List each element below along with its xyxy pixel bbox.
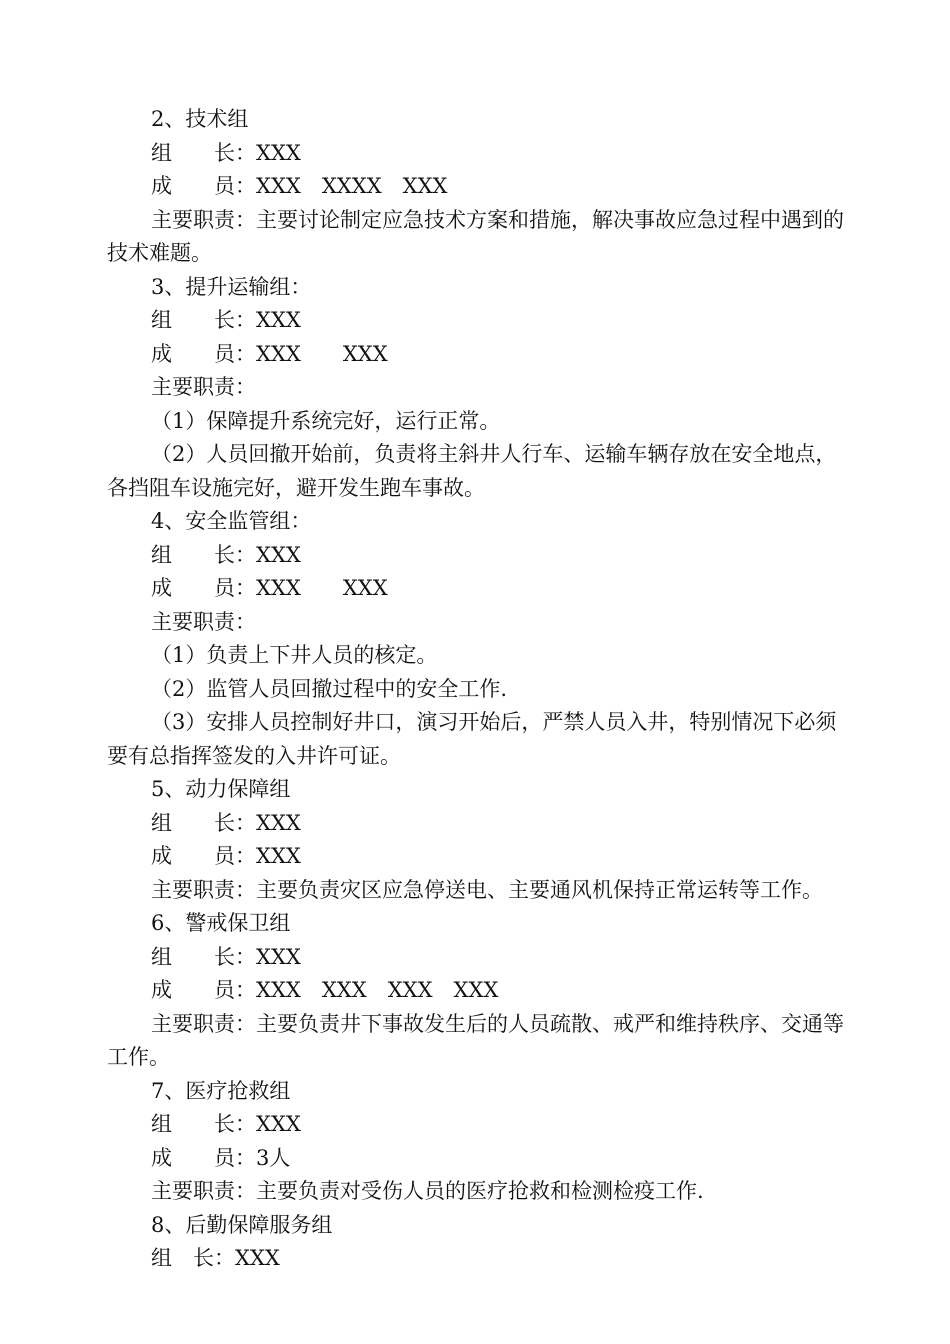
text-line: 组 长：XXX <box>151 811 301 835</box>
text-line: 3、提升运输组： <box>151 275 312 299</box>
text-line: （2）人员回撤开始前，负责将主斜井人行车、运输车辆存放在安全地点， <box>151 442 837 466</box>
text-line: 8、后勤保障服务组 <box>151 1213 333 1237</box>
text-line: 成 员：XXX XXX <box>151 342 388 366</box>
text-line: 组 长：XXX <box>151 945 301 969</box>
text-line: 主要职责：主要负责对受伤人员的医疗抢救和检测检疫工作. <box>151 1179 704 1203</box>
text-line: 5、动力保障组 <box>151 777 291 801</box>
text-line: 主要职责： <box>151 610 256 634</box>
text-line: 主要职责：主要负责井下事故发生后的人员疏散、戒严和维持秩序、交通等 <box>151 1012 844 1036</box>
text-line: 2、技术组 <box>151 107 249 131</box>
text-line: 主要职责： <box>151 375 256 399</box>
text-line: 主要职责：主要讨论制定应急技术方案和措施，解决事故应急过程中遇到的 <box>151 208 844 232</box>
text-line: 成 员：3人 <box>151 1146 291 1170</box>
text-line: 成 员：XXX <box>151 844 301 868</box>
text-line: 成 员：XXX XXX XXX XXX <box>151 978 499 1002</box>
text-line: 组 长：XXX <box>151 1246 280 1270</box>
text-line: 7、医疗抢救组 <box>151 1079 291 1103</box>
text-line: 工作。 <box>107 1045 170 1069</box>
text-line: 成 员：XXX XXX <box>151 576 388 600</box>
text-line: 组 长：XXX <box>151 308 301 332</box>
text-line: 各挡阻车设施完好，避开发生跑车事故。 <box>107 476 485 500</box>
text-line: 要有总指挥签发的入井许可证。 <box>107 744 401 768</box>
text-line: （1）保障提升系统完好，运行正常。 <box>151 409 501 433</box>
text-line: （3）安排人员控制好井口，演习开始后，严禁人员入井，特别情况下必须 <box>151 710 837 734</box>
text-line: （2）监管人员回撤过程中的安全工作. <box>151 677 508 701</box>
text-line: （1）负责上下井人员的核定。 <box>151 643 438 667</box>
text-line: 组 长：XXX <box>151 543 301 567</box>
text-line: 组 长：XXX <box>151 1112 301 1136</box>
text-line: 主要职责：主要负责灾区应急停送电、主要通风机保持正常运转等工作。 <box>151 878 823 902</box>
text-line: 4、安全监管组： <box>151 509 312 533</box>
text-line: 6、警戒保卫组 <box>151 911 291 935</box>
text-line: 技术难题。 <box>107 241 212 265</box>
text-line: 成 员：XXX XXXX XXX <box>151 174 448 198</box>
text-line: 组 长：XXX <box>151 141 301 165</box>
